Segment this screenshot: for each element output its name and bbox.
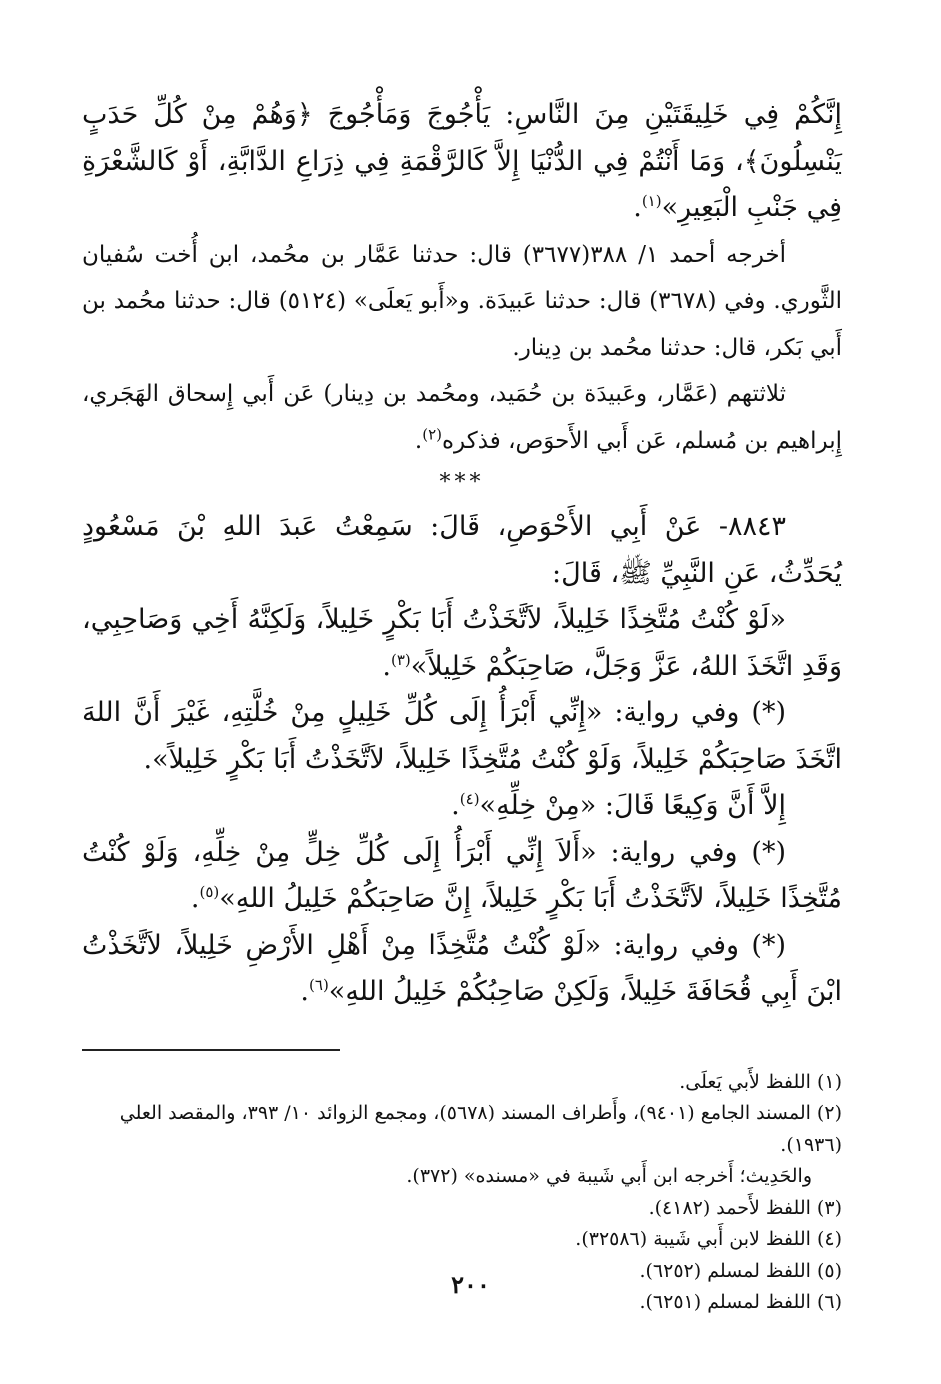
footnote-2-continuation: والحَدِيث؛ أَخرجه ابن أَبي شَيبة في «مسنده» (٣٧٢).	[406, 1165, 812, 1187]
hadith-intro: ٨٨٤٣- عَنْ أَبِي الأَحْوَصِ، قَالَ: سَمِعْتُ عَبدَ اللهِ بْنَ مَسْعُودٍ يُحَدِّثُ، عَنِ النَّبِيِّ ﷺ، قَالَ:	[82, 511, 842, 589]
period: .	[414, 427, 423, 454]
period: .	[451, 790, 460, 821]
footnote-ref-4: (٤)	[459, 790, 480, 808]
footnote-ref-6: (٦)	[309, 976, 329, 994]
footnote-4: (٤) اللفظ لابن أَبي شَيبة (٣٢٥٨٦).	[575, 1228, 842, 1250]
footnote-1: (١) اللفظ لأَبي يَعلَى.	[679, 1070, 842, 1093]
footnote-2: (٢) المسند الجامع (٩٤٠١)، وأَطراف المسند (٥٦٧٨)، ومجمع الزوائد ١٠/ ٣٩٣، والمقصد العلي (١٩٣٦).	[119, 1102, 842, 1156]
riwaya-2	[82, 830, 842, 923]
riwaya-1: (*) وفي رواية: «إِنِّي أَبْرَأُ إِلَى كُلِّ خَلِيلٍ مِنْ خُلَّتِهِ، غَيْرَ أَنَّ اللهَ اتَّخَذَ صَاحِبَكُمْ خَلِيلاً، وَلَوْ كُنْتُ مُتَّخِذًا خَلِيلاً، لاَتَّخَذْتُ أَبَا بَكْرٍ خَلِيلاً».	[82, 697, 842, 775]
section-separator-stars: ***	[439, 470, 485, 495]
hadith-ending-text: إِنَّكُمْ فِي خَلِيقَتَيْنِ مِنَ النَّاسِ: يَأْجُوجَ وَمَأْجُوجَ ﴿وَهُمْ مِنْ كُلِّ حَدَبٍ يَنْسِلُونَ﴾، وَمَا أَنْتُمْ فِي الدُّنْيَا إِلاَّ كَالرَّقْمَةِ فِي ذِرَاعِ الدَّابَّةِ، أَوْ كَالشَّعْرَةِ فِي جَنْبِ الْبَعِيرِ»	[82, 99, 842, 223]
hadith-main-text	[82, 597, 842, 690]
period: .	[300, 976, 310, 1007]
takhrij-text-2: ثلاثتهم (عَمَّار، وعَبيدَة بن حُمَيد، ومحُمد بن دِينار) عَن أَبي إِسحاق الهَجَري، إِبراهيم بن مُسلم، عَن أَبي الأَحوَص، فذكره	[82, 381, 842, 454]
takhrij-paragraph-1: أخرجه أحمد ١/ ٣٨٨(٣٦٧٧) قال: حدثنا عَمَّار بن محُمد، ابن أُخت سُفيان الثَّوري. وفي (٣٦٧٨) قال: حدثنا عَبيدَة. و«أَبو يَعلَى» (٥١٢٤) قال: حدثنا محُمد بن أَبي بَكر، قال: حدثنا محُمد بن دِينار.	[82, 241, 842, 361]
footnote-ref-2: (٢)	[422, 424, 442, 443]
takhrij-paragraph-2	[82, 371, 842, 464]
footnote-5: (٥) اللفظ لمسلم (٦٢٥٢).	[639, 1259, 842, 1282]
riwaya-3-text: (*) وفي رواية: «لَوْ كُنْتُ مُتَّخِذًا مِنْ أَهْلِ الأَرْضِ خَلِيلاً، لاَتَّخَذْتُ ابْنَ أَبِي قُحَافَةَ خَلِيلاً، وَلَكِنْ صَاحِبُكُمْ خَلِيلُ اللهِ»	[82, 929, 842, 1007]
main-text	[82, 92, 842, 1016]
riwaya-3	[82, 923, 842, 1016]
period: .	[382, 650, 391, 682]
footnote-6: (٦) اللفظ لمسلم (٦٢٥١).	[639, 1291, 842, 1313]
footnote-ref-5: (٥)	[199, 883, 220, 901]
page-number: ٢٠٠	[451, 1270, 490, 1299]
footnote-separator-line	[82, 1049, 340, 1051]
period: .	[633, 192, 642, 223]
hadith-main: «لَوْ كُنْتُ مُتَّخِذًا خَلِيلاً، لاَتَّخَذْتُ أَبَا بَكْرٍ خَلِيلاً، وَلَكِنَّهُ أَخِي وَصَاحِبِي، وَقَدِ اتَّخَذَ اللهُ، عَزَّ وَجَلَّ، صَاحِبَكُمْ خَلِيلاً»	[82, 604, 842, 682]
period: .	[190, 883, 200, 914]
waki-note	[82, 783, 842, 830]
page-content	[82, 92, 842, 1319]
footnote-ref-3: (٣)	[390, 650, 411, 669]
waki-text: إِلاَّ أَنَّ وَكِيعًا قَالَ: «مِنْ خِلِّهِ»	[479, 790, 786, 821]
footnote-3: (٣) اللفظ لأَحمد (٤١٨٢).	[648, 1196, 842, 1219]
hadith-ending-paragraph	[82, 92, 842, 232]
riwaya-2-text: (*) وفي رواية: «أَلاَ إِنِّي أَبْرَأُ إِلَى كُلِّ خِلٍّ مِنْ خِلِّهِ، وَلَوْ كُنْتُ مُتَّخِذًا خَلِيلاً، لاَتَّخَذْتُ أَبَا بَكْرٍ خَلِيلاً، إِنَّ صَاحِبَكُمْ خَلِيلُ اللهِ»	[82, 836, 842, 914]
footnote-ref-1: (١)	[641, 192, 662, 210]
